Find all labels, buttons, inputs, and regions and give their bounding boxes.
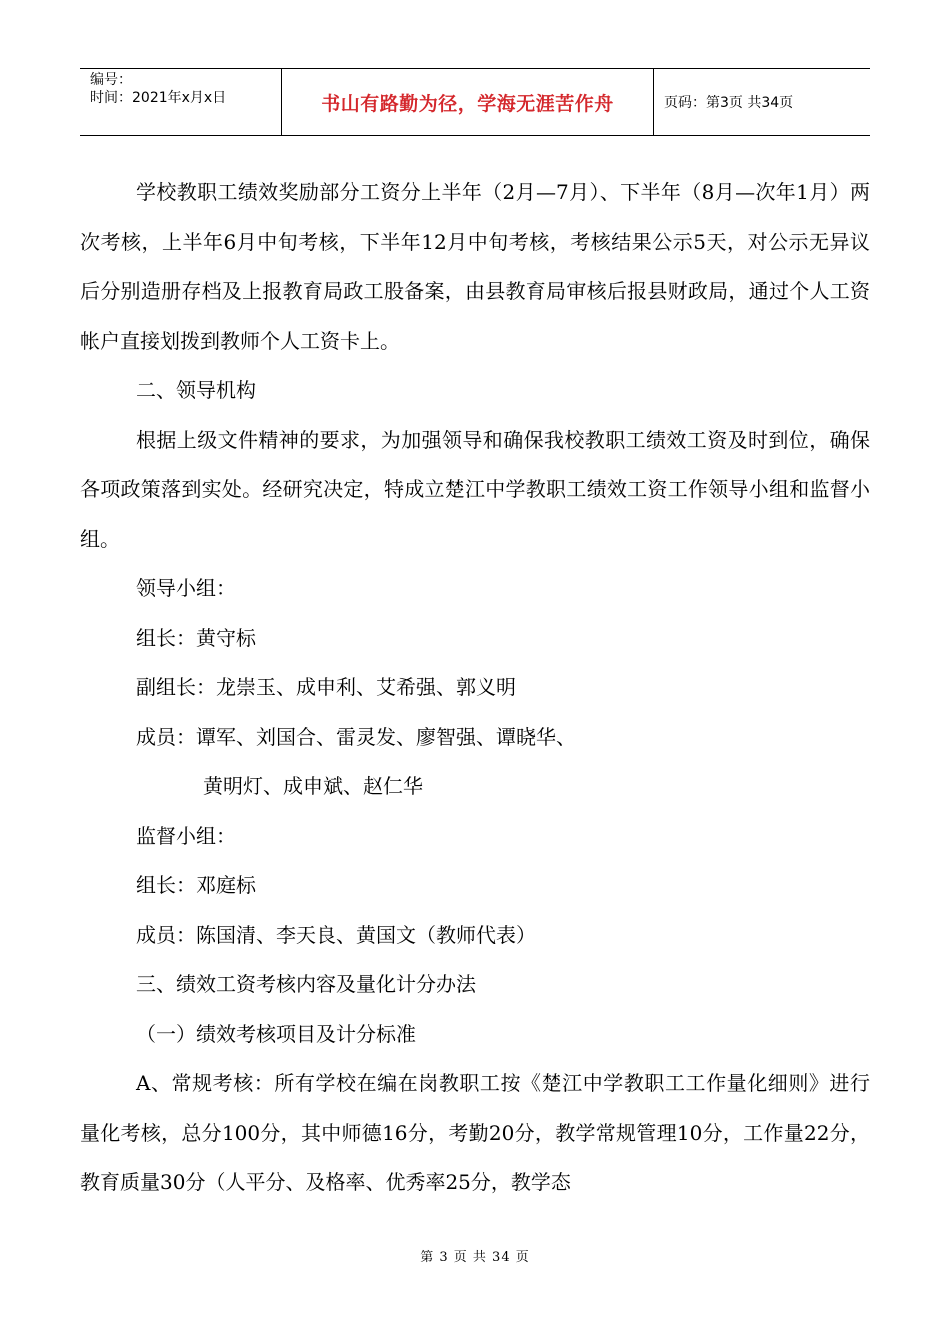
document-body [80, 168, 870, 1208]
leading-group-deputies: 副组长：龙崇玉、成申利、艾希强、郭义明 [136, 675, 516, 699]
supervision-group-members: 成员：陈国清、李天良、黄国文（教师代表） [136, 922, 536, 947]
leading-group-members-continued: 黄明灯、成申斌、赵仁华 [203, 774, 423, 798]
section-heading-leadership: 二、领导机构 [136, 378, 256, 402]
header-meta [80, 69, 282, 135]
document-time: 时间：2021年x月x日 [90, 90, 227, 106]
paragraph-assessment-schedule: 学校教职工绩效奖励部分工资分上半年（2月—7月）、下半年（8月—次年1月）两次考核，上半年6月中旬考核，下半年12月中旬考核，考核结果公示5天，对公示无异议后分别造册存档及上报教育局政工股备案，由县教育局审核后报县财政局，通过个人工资帐户直接划拨到教师个人工资卡上。 [80, 180, 870, 353]
supervision-group-head: 组长：邓庭标 [136, 873, 256, 897]
header-page-code: 页码：第3页 共34页 [664, 95, 794, 111]
paragraph-routine-assessment: A、常规考核：所有学校在编在岗教职工按《楚江中学教职工工作量化细则》进行量化考核，总分100分，其中师德16分，考勤20分，教学常规管理10分，工作量22分，教育质量30分（人平分、及格率、优秀率25分，教学态 [80, 1071, 870, 1194]
paragraph-leadership-intro: 根据上级文件精神的要求，为加强领导和确保我校教职工绩效工资及时到位，确保各项政策落到实处。经研究决定，特成立楚江中学教职工绩效工资工作领导小组和监督小组。 [80, 427, 870, 551]
page-header [80, 68, 870, 136]
header-motto: 书山有路勤为径，学海无涯苦作舟 [282, 69, 654, 135]
subheading-supervision-group: 监督小组： [136, 823, 236, 848]
leading-group-members: 成员：谭军、刘国合、雷灵发、廖智强、谭晓华、 [136, 724, 576, 749]
subheading-assessment-items: （一）绩效考核项目及计分标准 [136, 1021, 416, 1046]
page-footer: 第 3 页 共 34 页 [420, 1250, 530, 1265]
section-heading-assessment: 三、绩效工资考核内容及量化计分办法 [136, 972, 476, 996]
subheading-leading-group: 领导小组： [136, 576, 236, 600]
leading-group-head: 组长：黄守标 [136, 625, 256, 650]
document-number-label: 编号： [90, 72, 132, 88]
